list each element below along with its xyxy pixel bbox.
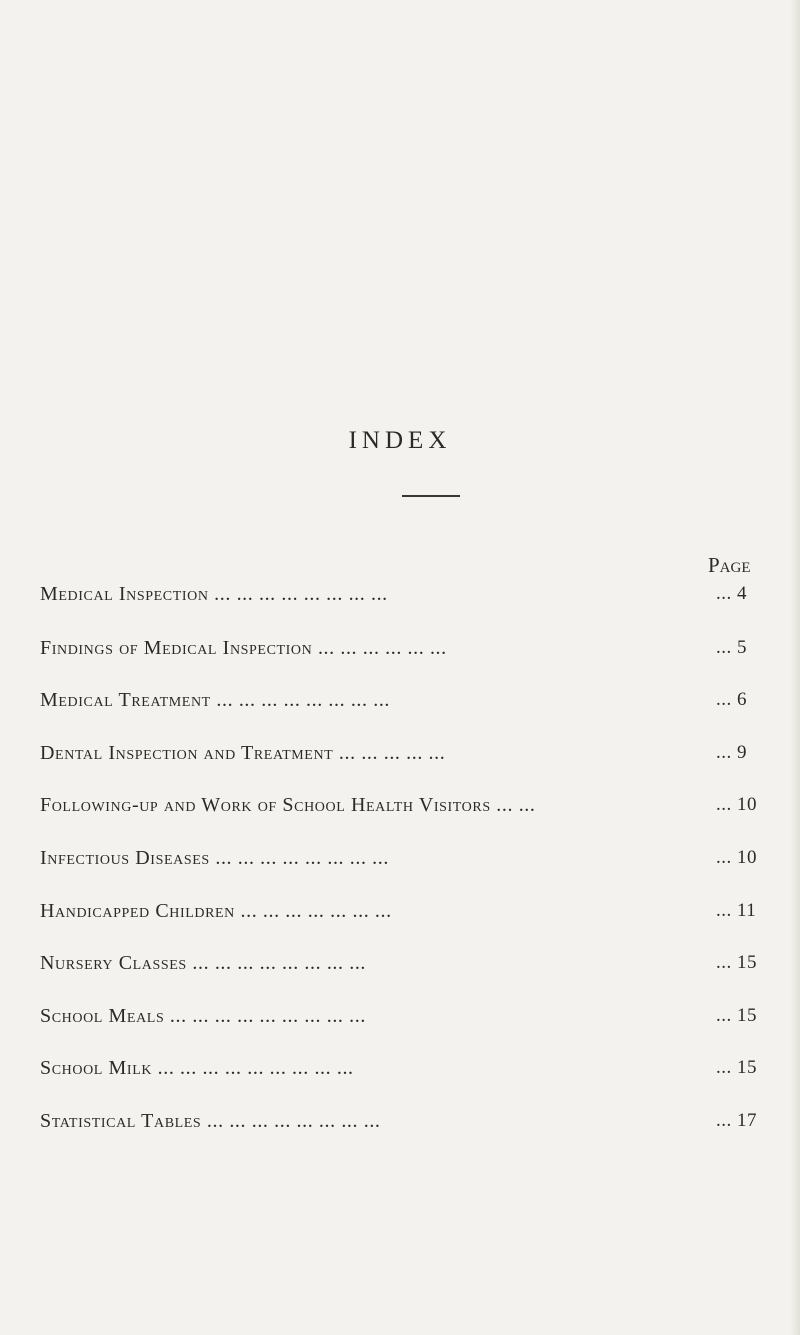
toc-entry-page: ... 10 bbox=[716, 794, 757, 815]
toc-entry-page: ... 10 bbox=[716, 847, 757, 868]
toc-entry-page: ... 17 bbox=[716, 1110, 757, 1131]
toc-entry-title: Infectious Diseases ... ... ... ... ... ... ... ... bbox=[40, 847, 389, 869]
toc-entry-infectious-diseases bbox=[40, 844, 790, 872]
toc-entry-page: ... 15 bbox=[716, 952, 757, 973]
toc-entry-page: ... 11 bbox=[716, 900, 757, 921]
toc-entry-page: ... 6 bbox=[716, 689, 747, 710]
title-rule bbox=[402, 495, 460, 497]
toc-entry-school-milk bbox=[40, 1054, 790, 1082]
toc-entry-page: ... 5 bbox=[716, 637, 747, 658]
toc-entry-dental-inspection-and-treatment bbox=[40, 739, 790, 767]
toc-entry-title: Findings of Medical Inspection ... ... ... ... ... ... bbox=[40, 637, 447, 659]
toc-entry-title: Statistical Tables ... ... ... ... ... ... ... ... bbox=[40, 1110, 381, 1132]
toc-entry-findings-of-medical-inspection bbox=[40, 634, 790, 662]
toc-entry-page: ... 4 bbox=[716, 583, 747, 604]
toc-entry-handicapped-children bbox=[40, 897, 790, 925]
toc-entry-school-meals bbox=[40, 1002, 790, 1030]
toc-entry-following-up-and-work-of-school-health-visitors bbox=[40, 791, 790, 819]
toc-entry-medical-inspection bbox=[40, 580, 790, 608]
toc-entry-title: School Milk ... ... ... ... ... ... ... ... ... bbox=[40, 1057, 354, 1079]
page-edge-shadow bbox=[790, 0, 800, 1335]
toc-entry-title: Medical Treatment ... ... ... ... ... ... ... ... bbox=[40, 689, 391, 711]
toc-entry-page: ... 9 bbox=[716, 742, 747, 763]
toc-entry-title: Medical Inspection ... ... ... ... ... ... ... ... bbox=[40, 583, 388, 605]
index-title: INDEX bbox=[348, 427, 452, 454]
toc-entry-page: ... 15 bbox=[716, 1005, 757, 1026]
toc-entry-page: ... 15 bbox=[716, 1057, 757, 1078]
toc-entry-title: Dental Inspection and Treatment ... ... ... ... ... bbox=[40, 742, 446, 764]
toc-entry-title: Following-up and Work of School Health Visitors ... ... bbox=[40, 794, 536, 816]
page-column-heading: Page bbox=[708, 553, 751, 577]
toc-entry-medical-treatment bbox=[40, 686, 790, 714]
toc-entry-title: School Meals ... ... ... ... ... ... ... ... ... bbox=[40, 1005, 366, 1027]
toc-entry-nursery-classes bbox=[40, 949, 790, 977]
toc-entry-title: Handicapped Children ... ... ... ... ... ... ... bbox=[40, 900, 392, 922]
toc-entry-statistical-tables bbox=[40, 1107, 790, 1135]
toc-entry-title: Nursery Classes ... ... ... ... ... ... ... ... bbox=[40, 952, 367, 974]
